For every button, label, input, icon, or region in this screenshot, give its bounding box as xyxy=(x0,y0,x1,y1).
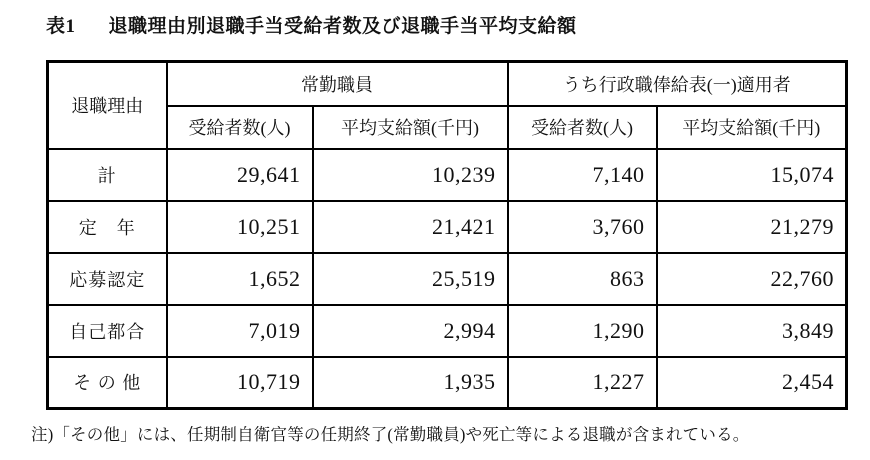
value-cell: 2,454 xyxy=(657,357,847,409)
table-row-application-approved xyxy=(48,253,847,305)
table-row-mandatory-retirement xyxy=(48,201,847,253)
value-cell: 1,227 xyxy=(508,357,657,409)
value-cell: 25,519 xyxy=(313,253,508,305)
group-header-row xyxy=(48,62,847,106)
value-cell: 22,760 xyxy=(657,253,847,305)
group-header-admin-salary-schedule: うち行政職俸給表(一)適用者 xyxy=(508,62,847,106)
table-number-label: 表1 xyxy=(46,16,76,37)
retirement-allowance-table xyxy=(46,60,848,410)
group-header-regular-staff: 常勤職員 xyxy=(167,62,508,106)
row-label-cell: 計 xyxy=(48,149,167,201)
footnote: 注)「その他」には、任期制自衛官等の任期終了(常勤職員)や死亡等による退職が含まれている。 xyxy=(31,425,750,444)
table-row-total xyxy=(48,149,847,201)
value-cell: 7,019 xyxy=(167,305,313,357)
value-cell: 21,279 xyxy=(657,201,847,253)
value-cell: 15,074 xyxy=(657,149,847,201)
col-header-average-admin: 平均支給額(千円) xyxy=(657,106,847,149)
value-cell: 7,140 xyxy=(508,149,657,201)
table-title-text: 退職理由別退職手当受給者数及び退職手当平均支給額 xyxy=(108,16,577,37)
table-header xyxy=(48,62,847,149)
row-label-cell: そ の 他 xyxy=(48,357,167,409)
value-cell: 21,421 xyxy=(313,201,508,253)
value-cell: 3,760 xyxy=(508,201,657,253)
col-header-recipients-regular: 受給者数(人) xyxy=(167,106,313,149)
col-header-recipients-admin: 受給者数(人) xyxy=(508,106,657,149)
value-cell: 10,719 xyxy=(167,357,313,409)
value-cell: 29,641 xyxy=(167,149,313,201)
table-row-other xyxy=(48,357,847,409)
value-cell: 2,994 xyxy=(313,305,508,357)
value-cell: 10,251 xyxy=(167,201,313,253)
value-cell: 3,849 xyxy=(657,305,847,357)
value-cell: 10,239 xyxy=(313,149,508,201)
corner-header-retirement-reason: 退職理由 xyxy=(48,62,167,149)
row-label-cell: 応募認定 xyxy=(48,253,167,305)
col-header-average-regular: 平均支給額(千円) xyxy=(313,106,508,149)
value-cell: 1,652 xyxy=(167,253,313,305)
table-row-personal-reasons xyxy=(48,305,847,357)
value-cell: 1,290 xyxy=(508,305,657,357)
value-cell: 1,935 xyxy=(313,357,508,409)
row-label-cell: 定 年 xyxy=(48,201,167,253)
row-label-cell: 自己都合 xyxy=(48,305,167,357)
page-title xyxy=(46,11,577,38)
sub-header-row xyxy=(48,106,847,149)
value-cell: 863 xyxy=(508,253,657,305)
table-body xyxy=(48,149,847,409)
